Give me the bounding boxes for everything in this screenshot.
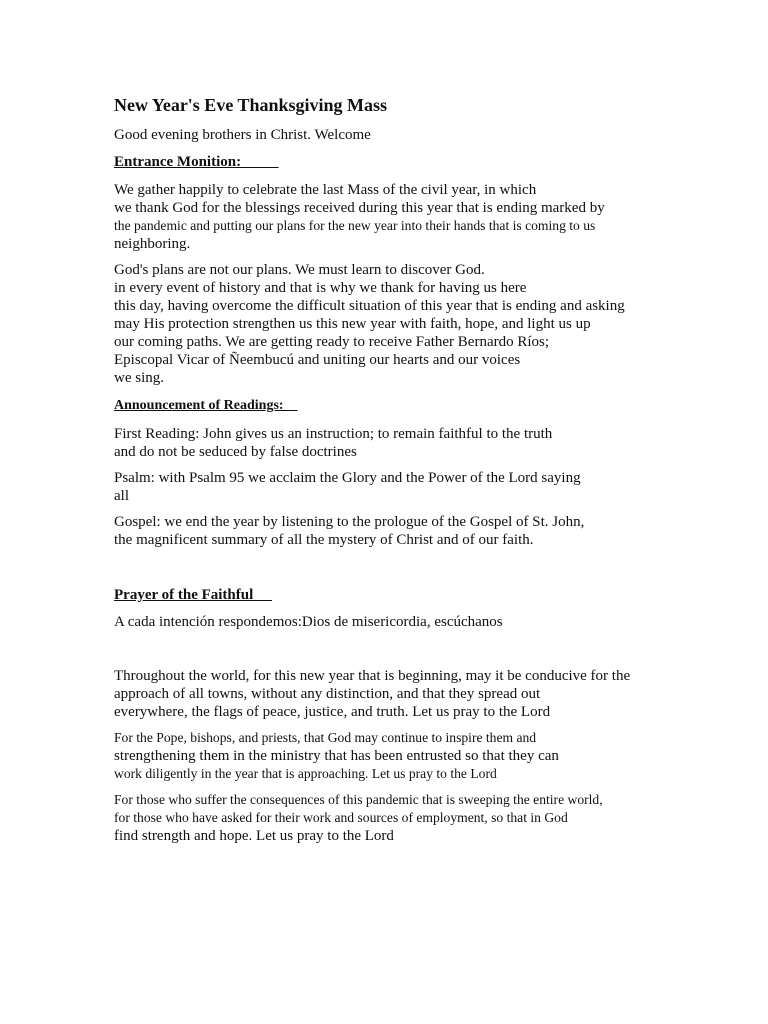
intention-3-line: For those who suffer the consequences of this pandemic that is sweeping the entire world,	[114, 792, 603, 807]
intention-2-line: work diligently in the year that is approaching. Let us pray to the Lord	[114, 766, 497, 781]
entrance-p2-line: in every event of history and that is why we thank for having us here	[114, 280, 527, 296]
intention-1-line: Throughout the world, for this new year that is beginning, may it be conducive for the	[114, 668, 631, 684]
entrance-p1-line: we thank God for the blessings received during this year that is ending marked by	[114, 200, 605, 216]
gospel-line: the magnificent summary of all the mystery of Christ and of our faith.	[114, 532, 534, 548]
entrance-p2-line: may His protection strengthen us this new year with faith, hope, and light us up	[114, 316, 591, 332]
intention-3-line: find strength and hope. Let us pray to the Lord	[114, 828, 394, 844]
entrance-p1-line: the pandemic and putting our plans for the new year into their hands that is coming to us	[114, 218, 596, 233]
entrance-paragraph-2	[114, 261, 674, 387]
entrance-p2-line: this day, having overcome the difficult situation of this year that is ending and asking	[114, 298, 625, 314]
entrance-p2-line: our coming paths. We are getting ready to receive Father Bernardo Ríos;	[114, 334, 550, 350]
intention-1-paragraph	[114, 667, 674, 721]
entrance-p2-line: God's plans are not our plans. We must learn to discover God.	[114, 262, 485, 278]
intention-1-line: everywhere, the flags of peace, justice, and truth. Let us pray to the Lord	[114, 704, 551, 720]
entrance-p2-line: we sing.	[114, 370, 164, 386]
prayer-response-text: A cada intención respondemos:Dios de misericordia, escúchanos	[114, 614, 503, 630]
intention-2-line: strengthening them in the ministry that has been entrusted so that they can	[114, 748, 559, 764]
intention-3-paragraph	[114, 791, 674, 845]
gospel-paragraph	[114, 513, 674, 549]
psalm-paragraph	[114, 469, 674, 505]
prayer-of-faithful-heading: Prayer of the Faithful	[114, 587, 273, 603]
entrance-paragraph-1	[114, 181, 674, 253]
document-page	[114, 94, 674, 845]
first-reading-paragraph	[114, 425, 674, 461]
readings-heading: Announcement of Readings:	[114, 398, 298, 413]
entrance-monition-heading: Entrance Monition:	[114, 154, 279, 170]
psalm-line: all	[114, 488, 129, 504]
first-reading-line: and do not be seduced by false doctrines	[114, 444, 357, 460]
psalm-line: Psalm: with Psalm 95 we acclaim the Glory and the Power of the Lord saying	[114, 470, 581, 486]
entrance-p2-line: Episcopal Vicar of Ñeembucú and uniting our hearts and our voices	[114, 352, 521, 368]
intention-2-paragraph	[114, 729, 674, 783]
intention-3-line: for those who have asked for their work and sources of employment, so that in God	[114, 810, 568, 825]
intention-1-line: approach of all towns, without any distinction, and that they spread out	[114, 686, 541, 702]
document-title: New Year's Eve Thanksgiving Mass	[114, 95, 388, 115]
first-reading-line: First Reading: John gives us an instruction; to remain faithful to the truth	[114, 426, 553, 442]
gospel-line: Gospel: we end the year by listening to the prologue of the Gospel of St. John,	[114, 514, 585, 530]
entrance-p1-line: neighboring.	[114, 236, 191, 252]
greeting-text: Good evening brothers in Christ. Welcome	[114, 127, 371, 143]
entrance-p1-line: We gather happily to celebrate the last Mass of the civil year, in which	[114, 182, 537, 198]
intention-2-line: For the Pope, bishops, and priests, that God may continue to inspire them and	[114, 730, 537, 745]
